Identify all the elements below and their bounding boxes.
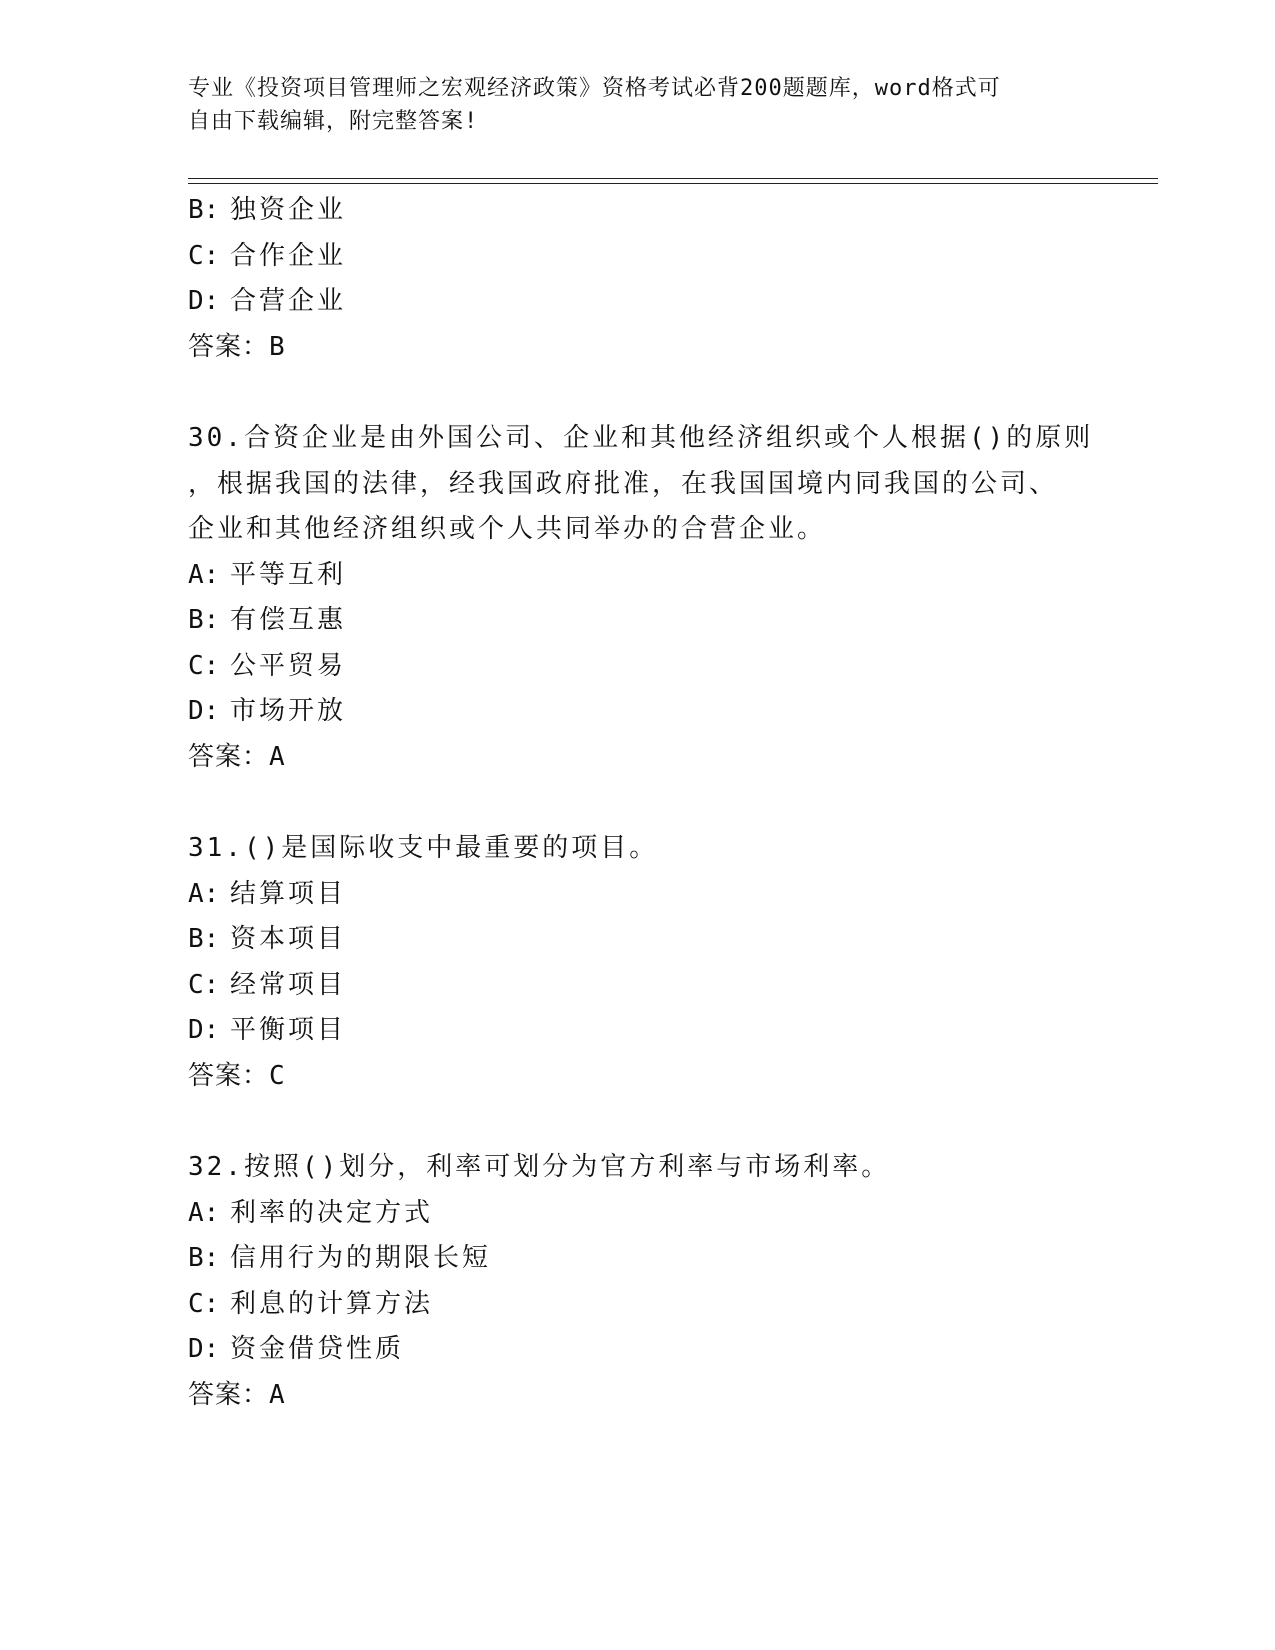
option-a: A: 利率的决定方式 (188, 1197, 434, 1228)
answer: 答案：B (188, 331, 286, 362)
answer: 答案：A (188, 741, 286, 772)
question-stem: 32.按照()划分，利率可划分为官方利率与市场利率。 (188, 1152, 891, 1182)
option-c: C: 利息的计算方法 (188, 1288, 434, 1319)
option-b: B: 有偿互惠 (188, 605, 347, 635)
option-d: D: 资金借贷性质 (188, 1334, 405, 1364)
header-line-2: 自由下载编辑，附完整答案! (188, 109, 479, 134)
answer: 答案：A (188, 1379, 286, 1410)
option-c: C: 公平贸易 (188, 650, 347, 681)
option-a: A: 结算项目 (188, 878, 347, 909)
option-d: D: 平衡项目 (188, 1015, 347, 1045)
option-c: C: 经常项目 (188, 969, 347, 1000)
question-31 (188, 826, 1088, 1099)
option-d: D: 合营企业 (188, 286, 347, 316)
document-header (188, 72, 1068, 138)
option-b: B: 独资企业 (188, 195, 347, 225)
question-stem: 企业和其他经济组织或个人共同举办的合营企业。 (188, 514, 827, 544)
option-d: D: 市场开放 (188, 696, 347, 726)
question-30 (188, 416, 1094, 780)
question-content (188, 188, 1094, 1418)
question-stem: ，根据我国的法律，经我国政府批准，在我国国境内同我国的公司、 (188, 468, 1059, 499)
question-stem: 30.合资企业是由外国公司、企业和其他经济组织或个人根据()的原则 (188, 423, 1094, 453)
answer: 答案：C (188, 1060, 286, 1091)
option-b: B: 信用行为的期限长短 (188, 1243, 492, 1273)
header-line-1: 专业《投资项目管理师之宏观经济政策》资格考试必背200题题库，word格式可 (188, 76, 1001, 101)
option-b: B: 资本项目 (188, 924, 347, 954)
option-a: A: 平等互利 (188, 559, 347, 590)
option-c: C: 合作企业 (188, 240, 347, 271)
header-rule-top (188, 178, 1158, 179)
header-rule-bottom (188, 183, 1158, 184)
question-32 (188, 1145, 1088, 1418)
question-stem: 31.()是国际收支中最重要的项目。 (188, 833, 659, 863)
question-29 (188, 188, 1088, 370)
